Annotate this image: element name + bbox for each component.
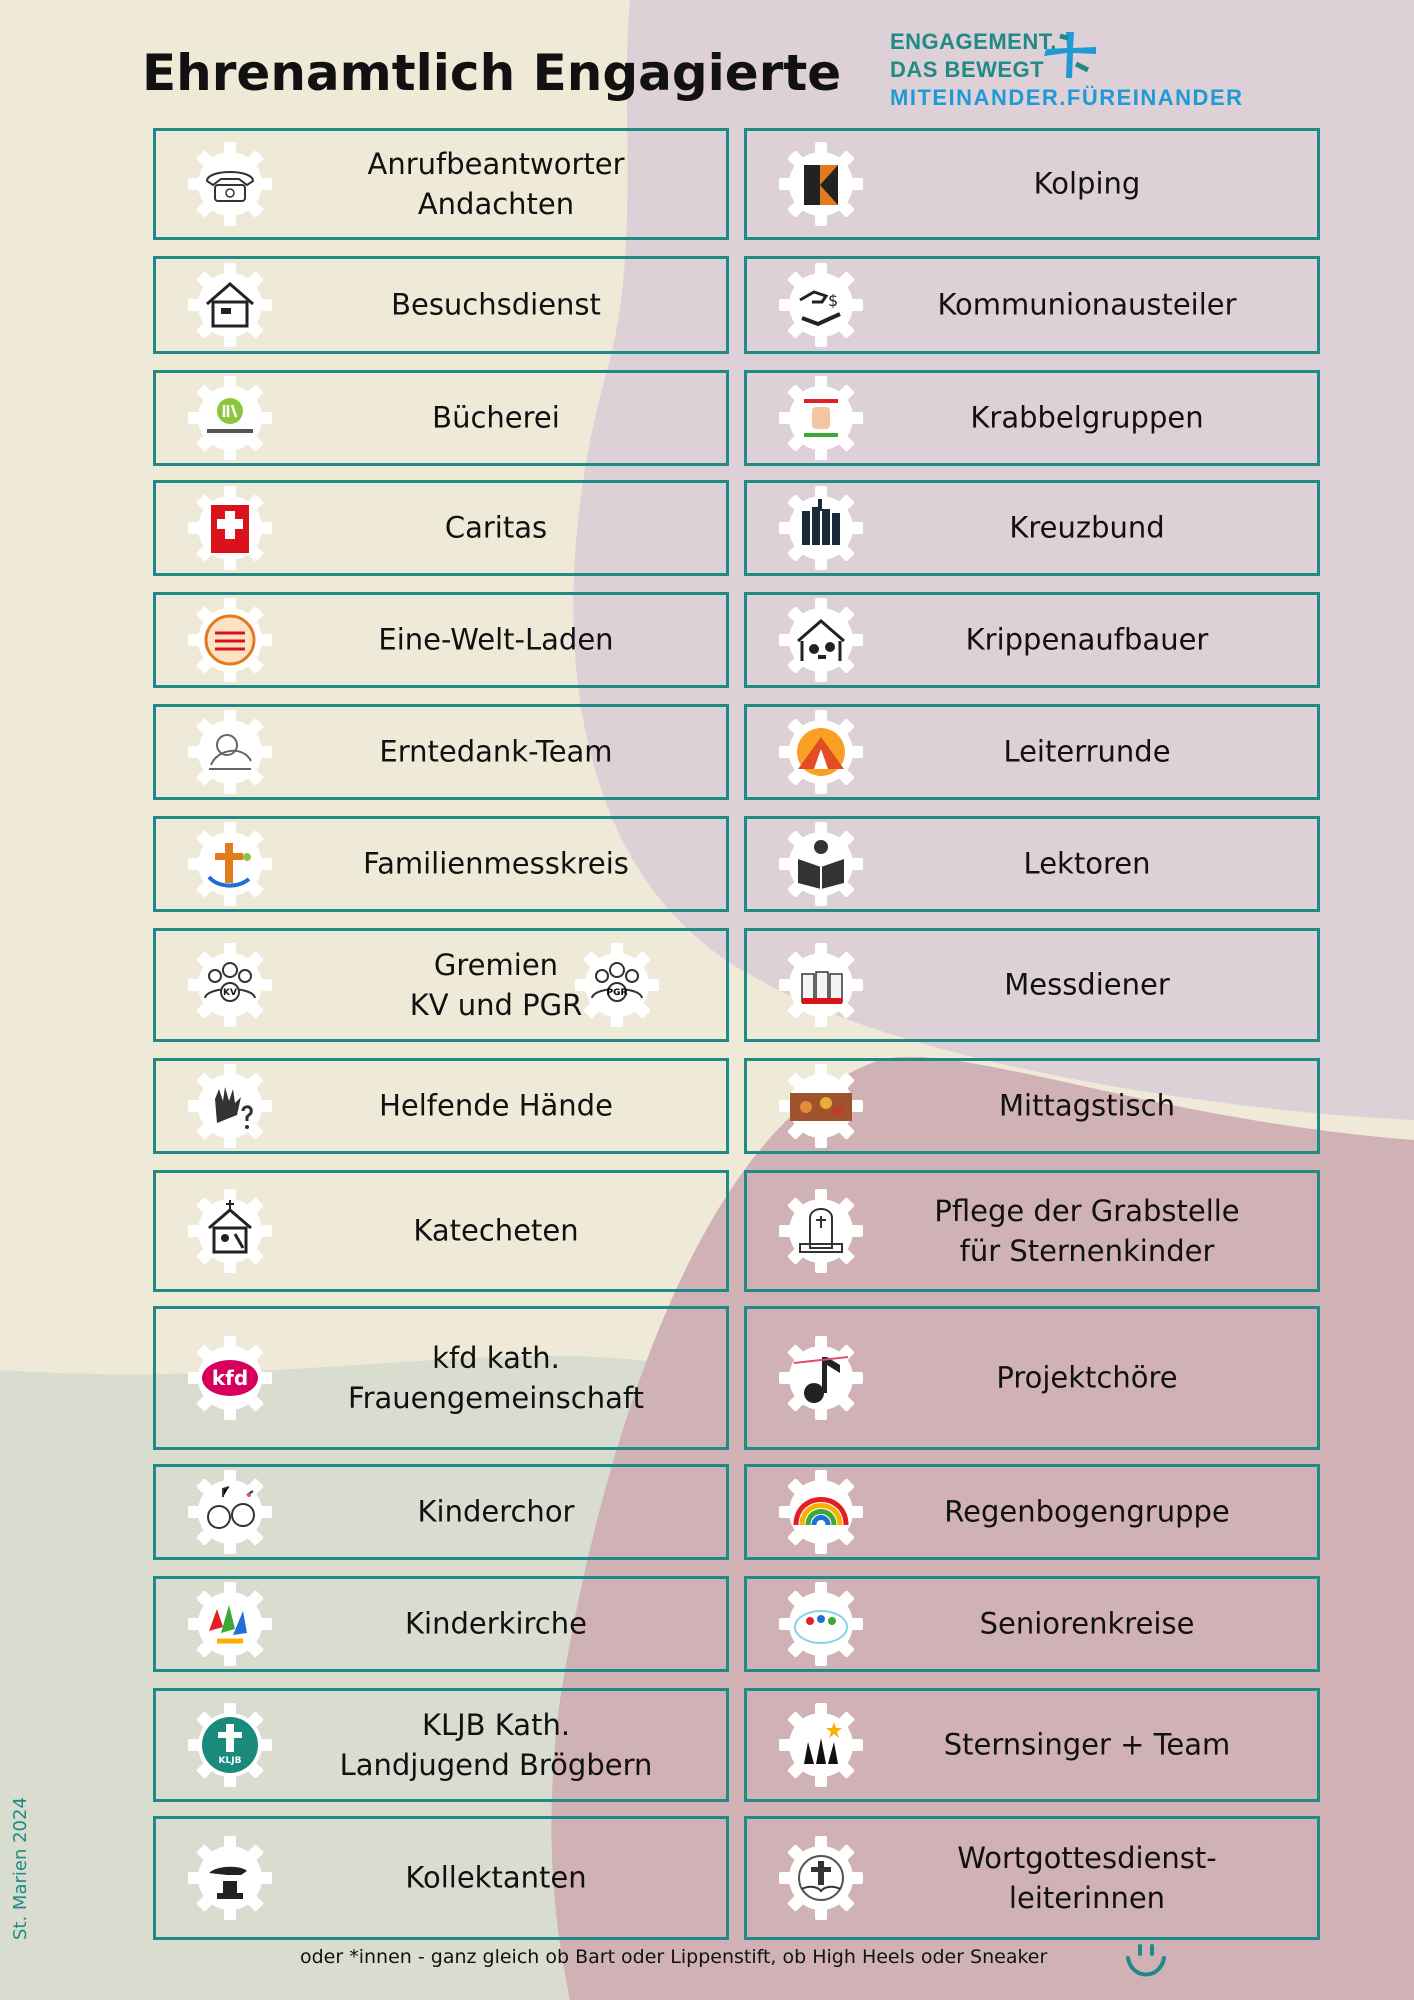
card-right-3[interactable] bbox=[744, 480, 1320, 576]
card-label: Projektchöre bbox=[996, 1360, 1178, 1395]
giving-hands-icon bbox=[778, 262, 864, 348]
kiki-hands-icon bbox=[187, 1581, 273, 1667]
card-right-1[interactable] bbox=[744, 256, 1320, 354]
card-right-14[interactable] bbox=[744, 1816, 1320, 1940]
brand-cross-icon bbox=[1040, 30, 1100, 80]
footer-text: oder *innen - ganz gleich ob Bart oder Lippenstift, ob High Heels oder Sneaker bbox=[300, 1946, 1048, 1968]
grave-icon bbox=[778, 1188, 864, 1274]
donation-hand-icon bbox=[187, 1835, 273, 1921]
card-label: Erntedank-Team bbox=[379, 734, 613, 769]
card-left-12[interactable] bbox=[153, 1576, 729, 1672]
card-left-6[interactable] bbox=[153, 816, 729, 912]
family-cross-icon bbox=[187, 821, 273, 907]
rainbow-icon bbox=[778, 1469, 864, 1555]
svg-text:$: $ bbox=[828, 291, 839, 310]
card-label: Kinderchor bbox=[417, 1494, 575, 1529]
group-kv-icon bbox=[187, 942, 273, 1028]
card-left-5[interactable] bbox=[153, 704, 729, 800]
telephone-icon bbox=[187, 141, 273, 227]
badge-1: KLJB bbox=[218, 1756, 242, 1766]
brand-line-2: DAS BEWEGT bbox=[890, 57, 1045, 82]
card-label: Kinderkirche bbox=[405, 1606, 587, 1641]
card-label: Familienmesskreis bbox=[363, 846, 629, 881]
kljb-icon bbox=[187, 1702, 273, 1788]
smiley-icon bbox=[1124, 1940, 1168, 1984]
kids-singing-icon bbox=[187, 1469, 273, 1555]
badge-2: PGR bbox=[606, 988, 628, 998]
reader-icon bbox=[778, 821, 864, 907]
card-label: Bücherei bbox=[432, 400, 560, 435]
card-right-5[interactable] bbox=[744, 704, 1320, 800]
card-right-4[interactable] bbox=[744, 592, 1320, 688]
bible-cross-icon bbox=[778, 1835, 864, 1921]
card-label: Kreuzbund bbox=[1009, 510, 1165, 545]
card-left-8[interactable] bbox=[153, 1058, 729, 1154]
card-label: Anrufbeantworter Andachten bbox=[367, 147, 625, 221]
card-left-3[interactable] bbox=[153, 480, 729, 576]
card-right-12[interactable] bbox=[744, 1576, 1320, 1672]
card-right-9[interactable] bbox=[744, 1170, 1320, 1292]
card-left-0[interactable] bbox=[153, 128, 729, 240]
card-label: Mittagstisch bbox=[999, 1088, 1175, 1123]
card-right-13[interactable] bbox=[744, 1688, 1320, 1802]
badge-1: KV bbox=[223, 988, 237, 998]
star-singers-icon bbox=[778, 1702, 864, 1788]
page-title: Ehrenamtlich Engagierte bbox=[142, 44, 842, 102]
card-left-4[interactable] bbox=[153, 592, 729, 688]
krabbel-icon bbox=[778, 375, 864, 461]
meal-photo-icon bbox=[778, 1063, 864, 1149]
card-left-7[interactable] bbox=[153, 928, 729, 1042]
card-label: Leiterrunde bbox=[1003, 734, 1171, 769]
library-icon bbox=[187, 375, 273, 461]
card-right-2[interactable] bbox=[744, 370, 1320, 466]
brand-logo bbox=[890, 28, 1244, 112]
kolping-icon bbox=[778, 141, 864, 227]
card-right-0[interactable] bbox=[744, 128, 1320, 240]
card-label: Kollektanten bbox=[405, 1860, 587, 1895]
card-left-2[interactable] bbox=[153, 370, 729, 466]
card-label: Krabbelgruppen bbox=[970, 400, 1204, 435]
seniors-icon bbox=[778, 1581, 864, 1667]
card-label: Regenbogengruppe bbox=[944, 1494, 1230, 1529]
card-label: Sternsinger + Team bbox=[943, 1727, 1231, 1762]
music-note-icon bbox=[778, 1335, 864, 1421]
eine-welt-laden-icon bbox=[187, 597, 273, 683]
card-left-1[interactable] bbox=[153, 256, 729, 354]
side-text: St. Marien 2024 bbox=[10, 1797, 31, 1940]
card-label: Lektoren bbox=[1023, 846, 1151, 881]
altar-servers-icon bbox=[778, 942, 864, 1028]
helping-hand-icon bbox=[187, 1063, 273, 1149]
house-visit-icon bbox=[187, 262, 273, 348]
card-right-10[interactable] bbox=[744, 1306, 1320, 1450]
card-right-7[interactable] bbox=[744, 928, 1320, 1042]
church-house-icon bbox=[187, 1188, 273, 1274]
card-label: Caritas bbox=[444, 510, 548, 545]
card-left-11[interactable] bbox=[153, 1464, 729, 1560]
kfd-icon bbox=[187, 1335, 273, 1421]
brand-line-3: MITEINANDER.FÜREINANDER bbox=[890, 85, 1244, 110]
card-label: kfd kath. Frauengemeinschaft bbox=[348, 1341, 644, 1415]
harvest-icon bbox=[187, 709, 273, 795]
card-label: Messdiener bbox=[1004, 967, 1170, 1002]
card-left-13[interactable] bbox=[153, 1688, 729, 1802]
card-left-14[interactable] bbox=[153, 1816, 729, 1940]
card-label: Besuchsdienst bbox=[391, 287, 601, 322]
card-right-11[interactable] bbox=[744, 1464, 1320, 1560]
card-right-8[interactable] bbox=[744, 1058, 1320, 1154]
card-label: Wortgottesdienst- leiterinnen bbox=[957, 1841, 1217, 1915]
card-label: Krippenaufbauer bbox=[965, 622, 1209, 657]
brand-line-1: ENGAGEMENT, bbox=[890, 29, 1057, 54]
kreuzbund-icon bbox=[778, 485, 864, 571]
caritas-icon bbox=[187, 485, 273, 571]
card-label: Gremien KV und PGR bbox=[409, 948, 583, 1022]
card-label: Seniorenkreise bbox=[979, 1606, 1195, 1641]
card-label: Eine-Welt-Laden bbox=[378, 622, 614, 657]
card-label: Kolping bbox=[1033, 166, 1141, 201]
card-right-6[interactable] bbox=[744, 816, 1320, 912]
card-left-9[interactable] bbox=[153, 1170, 729, 1292]
badge-1: kfd bbox=[211, 1366, 249, 1390]
nativity-icon bbox=[778, 597, 864, 683]
card-label: Kommunionausteiler bbox=[937, 287, 1237, 322]
card-label: KLJB Kath. Landjugend Brögbern bbox=[339, 1708, 653, 1782]
card-label: Katecheten bbox=[413, 1213, 579, 1248]
card-label: Helfende Hände bbox=[379, 1088, 613, 1123]
card-label: Pflege der Grabstelle für Sternenkinder bbox=[934, 1194, 1240, 1268]
card-left-10[interactable] bbox=[153, 1306, 729, 1450]
tent-icon bbox=[778, 709, 864, 795]
